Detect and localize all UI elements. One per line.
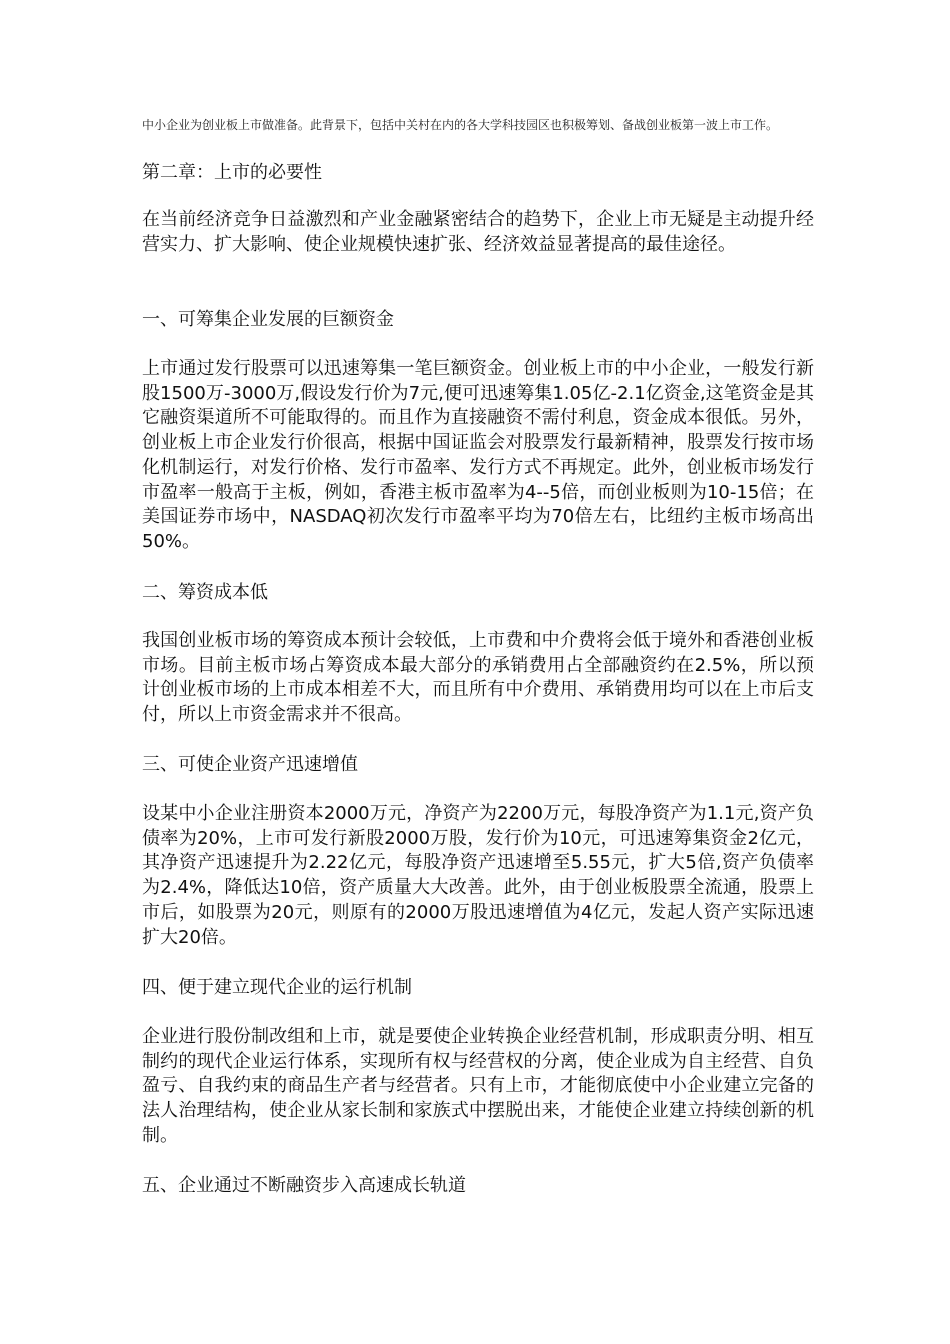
chapter-title: 第二章：上市的必要性 xyxy=(142,162,322,183)
section-heading-3: 三、可使企业资产迅速增值 xyxy=(142,754,358,775)
section-body-4: 企业进行股份制改组和上市，就是要使企业转换企业经营机制，形成职责分明、相互制约的现代企业运行体系，实现所有权与经营权的分离，使企业成为自主经营、自负盈亏、自我约束的商品生产者与经营者。只有上市，才能彻底使中小企业建立完备的法人治理结构，使企业从家长制和家族式中摆脱出来，才能使企业建立持续创新的机制。 xyxy=(142,1026,814,1146)
chapter-intro-paragraph: 在当前经济竞争日益激烈和产业金融紧密结合的趋势下，企业上市无疑是主动提升经营实力、扩大影响、使企业规模快速扩张、经济效益显著提高的最佳途径。 xyxy=(142,209,814,255)
section-body-1: 上市通过发行股票可以迅速筹集一笔巨额资金。创业板上市的中小企业，一般发行新股1500万-3000万,假设发行价为7元,便可迅速筹集1.05亿-2.1亿资金,这笔资金是其它融资渠道所不可能取得的。而且作为直接融资不需付利息，资金成本很低。另外，创业板上市企业发行价很高，根据中国证监会对股票发行最新精神，股票发行按市场化机制运行，对发行价格、发行市盈率、发行方式不再规定。此外，创业板市场发行市盈率一般高于主板，例如，香港主板市盈率为4--5倍，而创业板则为10-15倍；在美国证券市场中，NASDAQ初次发行市盈率平均为70倍左右，比纽约主板市场高出50%。 xyxy=(142,358,814,552)
intro-paragraph: 中小企业为创业板上市做准备。此背景下，包括中关村在内的各大学科技园区也积极筹划、备战创业板第一波上市工作。 xyxy=(142,118,779,132)
section-body-3: 设某中小企业注册资本2000万元，净资产为2200万元，每股净资产为1.1元,资产负债率为20%，上市可发行新股2000万股，发行价为10元，可迅速筹集资金2亿元，其净资产迅速提升为2.22亿元，每股净资产迅速增至5.55元，扩大5倍,资产负债率为2.4%，降低达10倍，资产质量大大改善。此外，由于创业板股票全流通，股票上市后，如股票为20元，则原有的2000万股迅速增值为4亿元，发起人资产实际迅速扩大20倍。 xyxy=(142,803,814,948)
section-body-2: 我国创业板市场的筹资成本预计会较低，上市费和中介费将会低于境外和香港创业板市场。目前主板市场占筹资成本最大部分的承销费用占全部融资约在2.5%，所以预计创业板市场的上市成本相差不大，而且所有中介费用、承销费用均可以在上市后支付，所以上市资金需求并不很高。 xyxy=(142,630,814,726)
section-heading-1: 一、可筹集企业发展的巨额资金 xyxy=(142,309,394,330)
section-heading-5: 五、企业通过不断融资步入高速成长轨道 xyxy=(142,1175,466,1196)
section-heading-4: 四、便于建立现代企业的运行机制 xyxy=(142,977,412,998)
section-heading-2: 二、筹资成本低 xyxy=(142,582,268,603)
